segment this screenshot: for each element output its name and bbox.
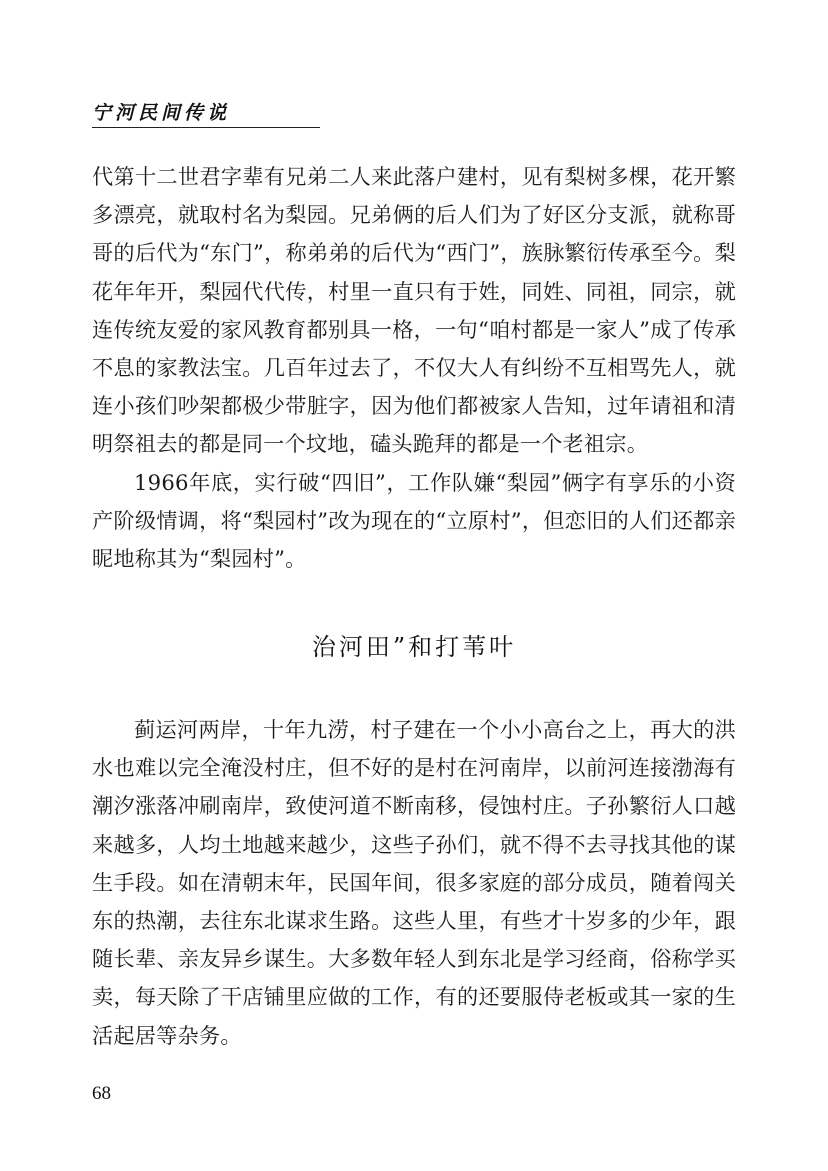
section-1-text	[92, 158, 736, 578]
page-number: 68	[92, 1083, 111, 1104]
paragraph: 代第十二世君字辈有兄弟二人来此落户建村，见有梨树多棵，花开繁多漂亮，就取村名为梨园。兄弟俩的后人们为了好区分支派，就称哥哥的后代为“东门”，称弟弟的后代为“西门”，族脉繁衍传承至今。梨花年年开，梨园代代传，村里一直只有于姓，同姓、同祖，同宗，就连传统友爱的家风教育都别具一格，一句“咱村都是一家人”成了传承不息的家教法宝。几百年过去了，不仅大人有纠纷不互相骂先人，就连小孩们吵架都极少带脏字，因为他们都被家人告知，过年请祖和清明祭祖去的都是同一个坟地，磕头跪拜的都是一个老祖宗。	[92, 164, 736, 457]
running-header	[92, 101, 320, 128]
paragraph: 蓟运河两岸，十年九涝，村子建在一个小小高台之上，再大的洪水也难以完全淹没村庄，但不好的是村在河南岸，以前河连接渤海有潮汐涨落冲刷南岸，致使河道不断南移，侵蚀村庄。子孙繁衍人口越来越多，人均土地越来越少，这些子孙们，就不得不去寻找其他的谋生手段。如在清朝末年，民国年间，很多家庭的部分成员，随着闯关东的热潮，去往东北谋求生路。这些人里，有些才十岁多的少年，跟随长辈、亲友异乡谋生。大多数年轻人到东北是学习经商，俗称学买卖，每天除了干店铺里应做的工作，有的还要服侍老板或其一家的生活起居等杂务。	[92, 717, 736, 1048]
section-2-text	[92, 711, 736, 1055]
paragraph: 1966年底，实行破“四旧”，工作队嫌“梨园”俩字有享乐的小资产阶级情调，将“梨园村”改为现在的“立原村”，但恋旧的人们还都亲昵地称其为“梨园村”。	[92, 469, 736, 572]
section-title: 治河田”和打苇叶	[311, 633, 517, 661]
running-header-title: 宁河民间传说	[92, 102, 231, 124]
